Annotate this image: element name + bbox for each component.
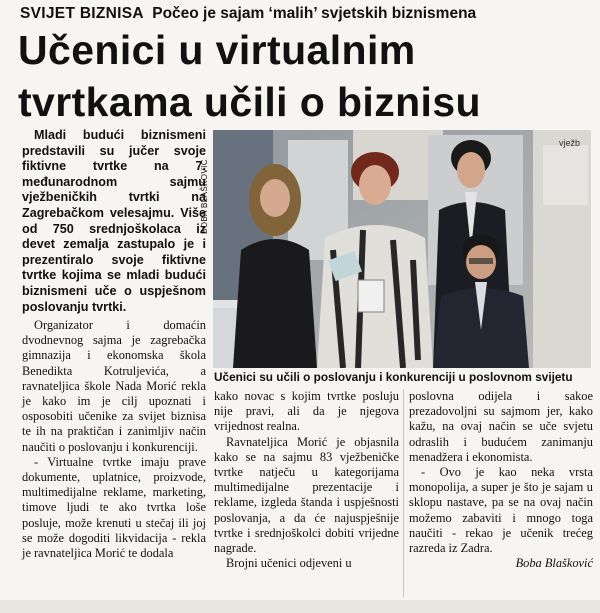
body-paragraph: Organizator i domaćin dvodnevnog sajma je zagrebačka gimnazija i ekonomska škola Benedikta Kotruljevića, a ravnateljica škole Nada Morić rekla je kako im je cilj upoznati i osposobiti učenike za svijet biznisa te ih na praktičan i zanimljiv način naučiti o poslovanju i konkurenciji. <box>22 318 206 454</box>
kicker-line <box>20 5 476 23</box>
photo-illustration <box>213 130 591 368</box>
photo-credit-text: BOBA BLAŠKOVIĆ <box>200 159 209 234</box>
body-paragraph: poslovna odijela i sakoe prezadovoljni su sajmom jer, kako kažu, na ovaj način se uče svjetu odraslih i budućem zanimanju menadžera i ekonomista. <box>409 389 593 464</box>
news-photo <box>213 130 591 368</box>
body-column-3 <box>409 389 593 571</box>
body-column-2 <box>214 389 399 571</box>
body-paragraph: kako novac s kojim tvrtke posluju nije pravi, ali da je njegova vrijednost realna. <box>214 389 399 434</box>
lead-text: Mladi budući biznismeni predstavili su jučer svoje fiktivne tvrtke na 7. međunarodnom sajmu vježbeničkih tvrtki na Zagrebačkom velesajmu. Više od 750 srednjoškolaca iz devet zemalja zastupalo je i prezentiralo svoje fiktivne tvrtke kojima se mladi budući biznismeni uče o uspješnom poslovanju tvrtki. <box>22 128 206 314</box>
body-paragraph: Ravnateljica Morić je objasnila kako se na sajmu 83 vježbeničke tvrtke natječu u kategorijama multimedijalne prezentacije i reklame, izgleda štanda i uspješnosti poslovanja, a da će najuspješnije tvrtke i srednjoškolci dobiti vrijedne nagrade. <box>214 434 399 556</box>
section-label: SVIJET BIZNISA <box>20 5 144 22</box>
body-paragraph: - Virtualne tvrtke imaju prave dokumente, uplatnice, proizvode, multimedijalne reklame, marketing, timove ljudi te ako tvrtka loše posluje, može krenuti u stečaj ili joj se može dogoditi likvidacija - rekla je ravnateljica Morić te dodala <box>22 454 206 561</box>
body-paragraph: - Ovo je kao neka vrsta monopolija, a super je što je sajam u sklopu nastave, pa se na ovaj način možemo zabaviti i mnogo toga naučiti - rekao je učenik trećeg razreda iz Zadra. <box>409 465 593 556</box>
kicker-subtitle: Počeo je sajam ‘malih’ svjetskih biznismena <box>152 5 477 22</box>
booth-sign: vježb <box>559 138 581 148</box>
photo-credit <box>200 134 212 244</box>
column-divider <box>403 389 404 597</box>
byline: Boba Blašković <box>515 556 593 571</box>
lead-paragraph <box>22 128 206 315</box>
body-column-1 <box>22 318 206 561</box>
headline-line-2: tvrtkama učili o biznisu <box>18 79 481 125</box>
photo-caption: Učenici su učili o poslovanju i konkurenciji u poslovnom svijetu <box>214 370 573 384</box>
headline-line-1: Učenici u virtualnim <box>18 27 416 73</box>
page-edge <box>0 600 600 613</box>
body-paragraph: Brojni učenici odjeveni u <box>226 556 352 571</box>
